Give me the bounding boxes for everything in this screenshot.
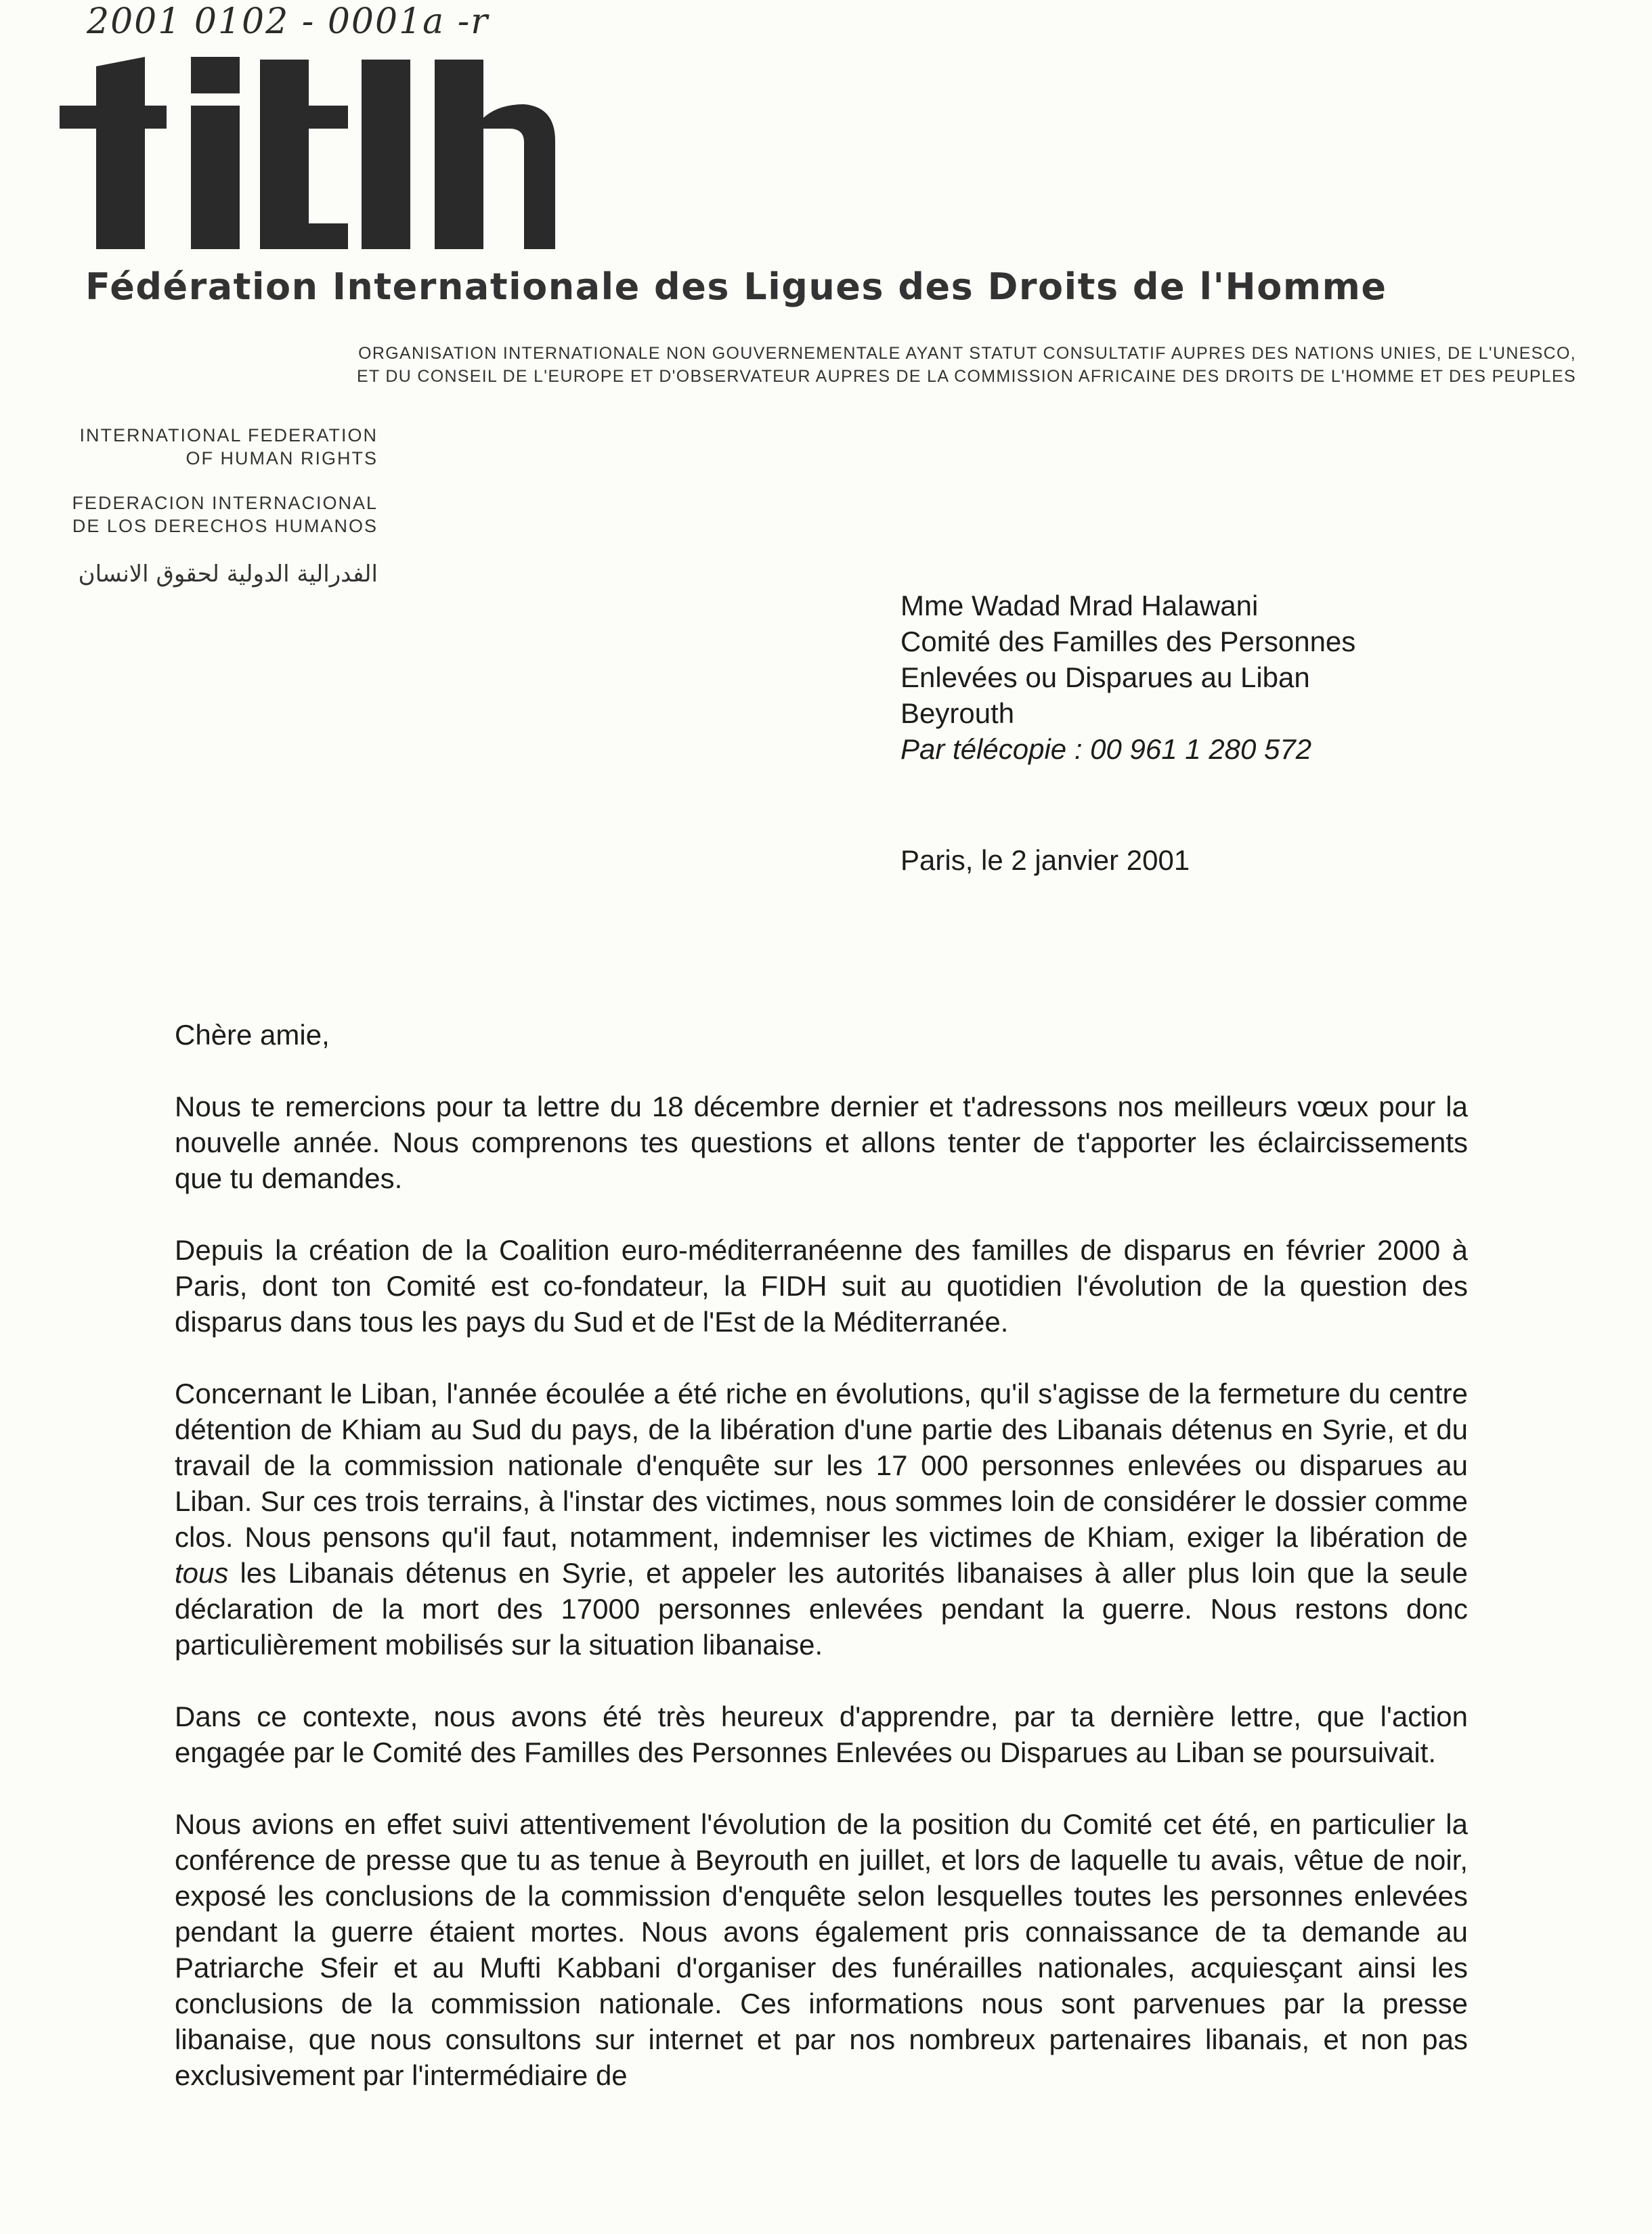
greeting: Chère amie, [175, 1019, 330, 1051]
recipient-fax: Par télécopie : 00 961 1 280 572 [900, 733, 1312, 765]
fidh-logo-mark [57, 53, 558, 263]
recipient-organization: Enlevées ou Disparues au Liban [900, 661, 1310, 693]
letter-date: Paris, le 2 janvier 2001 [900, 844, 1190, 876]
paragraph-text: Concernant le Liban, l'année écoulée a été riche en évolutions, qu'il s'agisse de la fermeture du centre détention de Khiam au Sud du pays, de la libération d'une partie des Libanais détenus en Syrie, et du travail de la commission nationale d'enquête sur les 17 000 personnes enlevées ou disparues au Liban. Sur ces trois terrains, à l'instar des victimes, nous sommes loin de considérer le dossier comme clos. Nous pensons qu'il faut, notamment, indemniser les victimes de Khiam, exiger la libération de [175, 1378, 1468, 1553]
spanish-name: FEDERACION INTERNACIONAL [72, 493, 378, 513]
recipient-organization: Comité des Familles des Personnes [900, 626, 1356, 657]
recipient-address [900, 588, 1355, 767]
recipient-city: Beyrouth [900, 697, 1015, 729]
status-line: ET DU CONSEIL DE L'EUROPE ET D'OBSERVATEUR AUPRES DE LA COMMISSION AFRICAINE DES DROITS DE L'HOMME ET DES PEUPLES [357, 367, 1576, 386]
fidh-logo [57, 53, 558, 266]
federation-translations [72, 424, 378, 538]
paragraph: Nous te remercions pour ta lettre du 18 décembre dernier et t'adressons nos meilleurs vœux pour la nouvelle année. Nous comprenons tes questions et allons tenter de t'apporter les éclaircissements que tu demandes. [175, 1091, 1468, 1194]
english-name: OF HUMAN RIGHTS [186, 448, 378, 468]
arabic-name: الفدرالية الدولية لحقوق الانسان [78, 561, 378, 588]
status-line: ORGANISATION INTERNATIONALE NON GOUVERNEMENTALE AYANT STATUT CONSULTATIF AUPRES DES NATIONS UNIES, DE L'UNESCO, [358, 344, 1576, 363]
paragraph: Depuis la création de la Coalition euro-méditerranéenne des familles de disparus en février 2000 à Paris, dont ton Comité est co-fondateur, la FIDH suit au quotidien l'évolution de la question des disparus dans tous les pays du Sud et de l'Est de la Méditerranée. [175, 1234, 1468, 1338]
recipient-name: Mme Wadad Mrad Halawani [900, 590, 1259, 621]
paragraph-text: les Libanais détenus en Syrie, et appeler les autorités libanaises à aller plus loin que la seule déclaration de la mort des 17000 personnes enlevées pendant la guerre. Nous restons donc particulièrement mobilisés sur la situation libanaise. [175, 1557, 1468, 1661]
paragraph: Dans ce contexte, nous avons été très heureux d'apprendre, par ta dernière lettre, que l'action engagée par le Comité des Familles des Personnes Enlevées ou Disparues au Liban se poursuivait. [175, 1701, 1468, 1768]
english-name: INTERNATIONAL FEDERATION [79, 425, 378, 445]
letter-body [175, 1017, 1468, 2129]
spanish-name: DE LOS DERECHOS HUMANOS [72, 516, 378, 536]
handwritten-reference: 2001 0102 - 0001a -r [87, 1, 490, 42]
emphasis-text: tous [175, 1557, 229, 1589]
paragraph [175, 1376, 1468, 1663]
status-statement [357, 342, 1576, 388]
federation-name: Fédération Internationale des Ligues des Droits de l'Homme [85, 265, 1387, 308]
paragraph: Nous avions en effet suivi attentivement l'évolution de la position du Comité cet été, en particulier la conférence de presse que tu as tenue à Beyrouth en juillet, et lors de laquelle tu avais, vêtue de noir, exposé les conclusions de la commission d'enquête selon lesquelles toutes les personnes enlevées pendant la guerre étaient mortes. Nous avons également pris connaissance de ta demande au Patriarche Sfeir et au Mufti Kabbani d'organiser des funérailles nationales, acquiesçant ainsi les conclusions de la commission nationale. Ces informations nous sont parvenues par la presse libanaise, que nous consultons sur internet et par nos nombreux partenaires libanais, et non pas exclusivement par l'intermédiaire de [175, 1808, 1468, 2091]
